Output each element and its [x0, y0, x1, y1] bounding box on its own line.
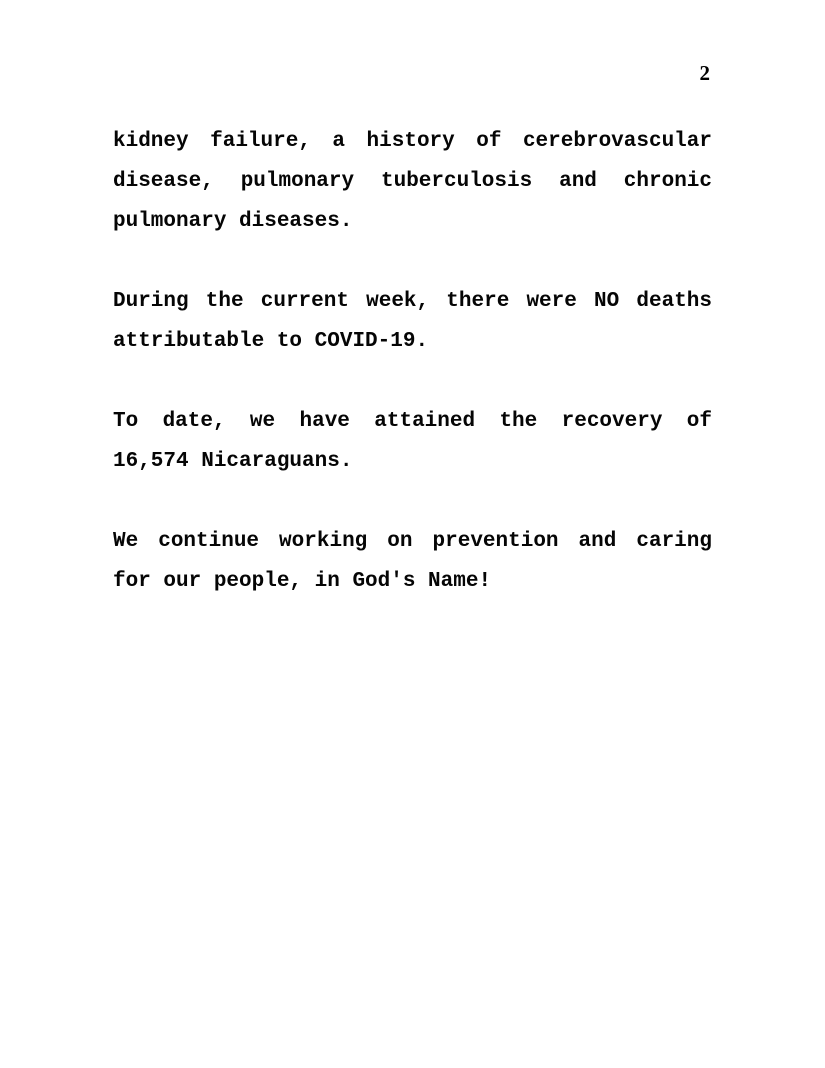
page-number: 2 — [699, 61, 710, 85]
text-line: attributable to COVID-19. — [113, 330, 429, 353]
text-line: To date, we have attained the recovery of — [113, 410, 712, 433]
text-line: for our people, in God's Name! — [113, 570, 492, 593]
document-body — [113, 122, 712, 642]
paragraph-no-deaths — [113, 282, 712, 362]
paragraph-recoveries — [113, 402, 712, 482]
paragraph-closing — [113, 522, 712, 602]
paragraph-comorbidities — [113, 122, 712, 242]
text-line: We continue working on prevention and caring — [113, 530, 712, 553]
text-line: During the current week, there were NO deaths — [113, 290, 712, 313]
text-line: kidney failure, a history of cerebrovascular — [113, 130, 712, 153]
text-line: 16,574 Nicaraguans. — [113, 450, 353, 473]
text-line: pulmonary diseases. — [113, 210, 353, 233]
text-line: disease, pulmonary tuberculosis and chronic — [113, 170, 712, 193]
